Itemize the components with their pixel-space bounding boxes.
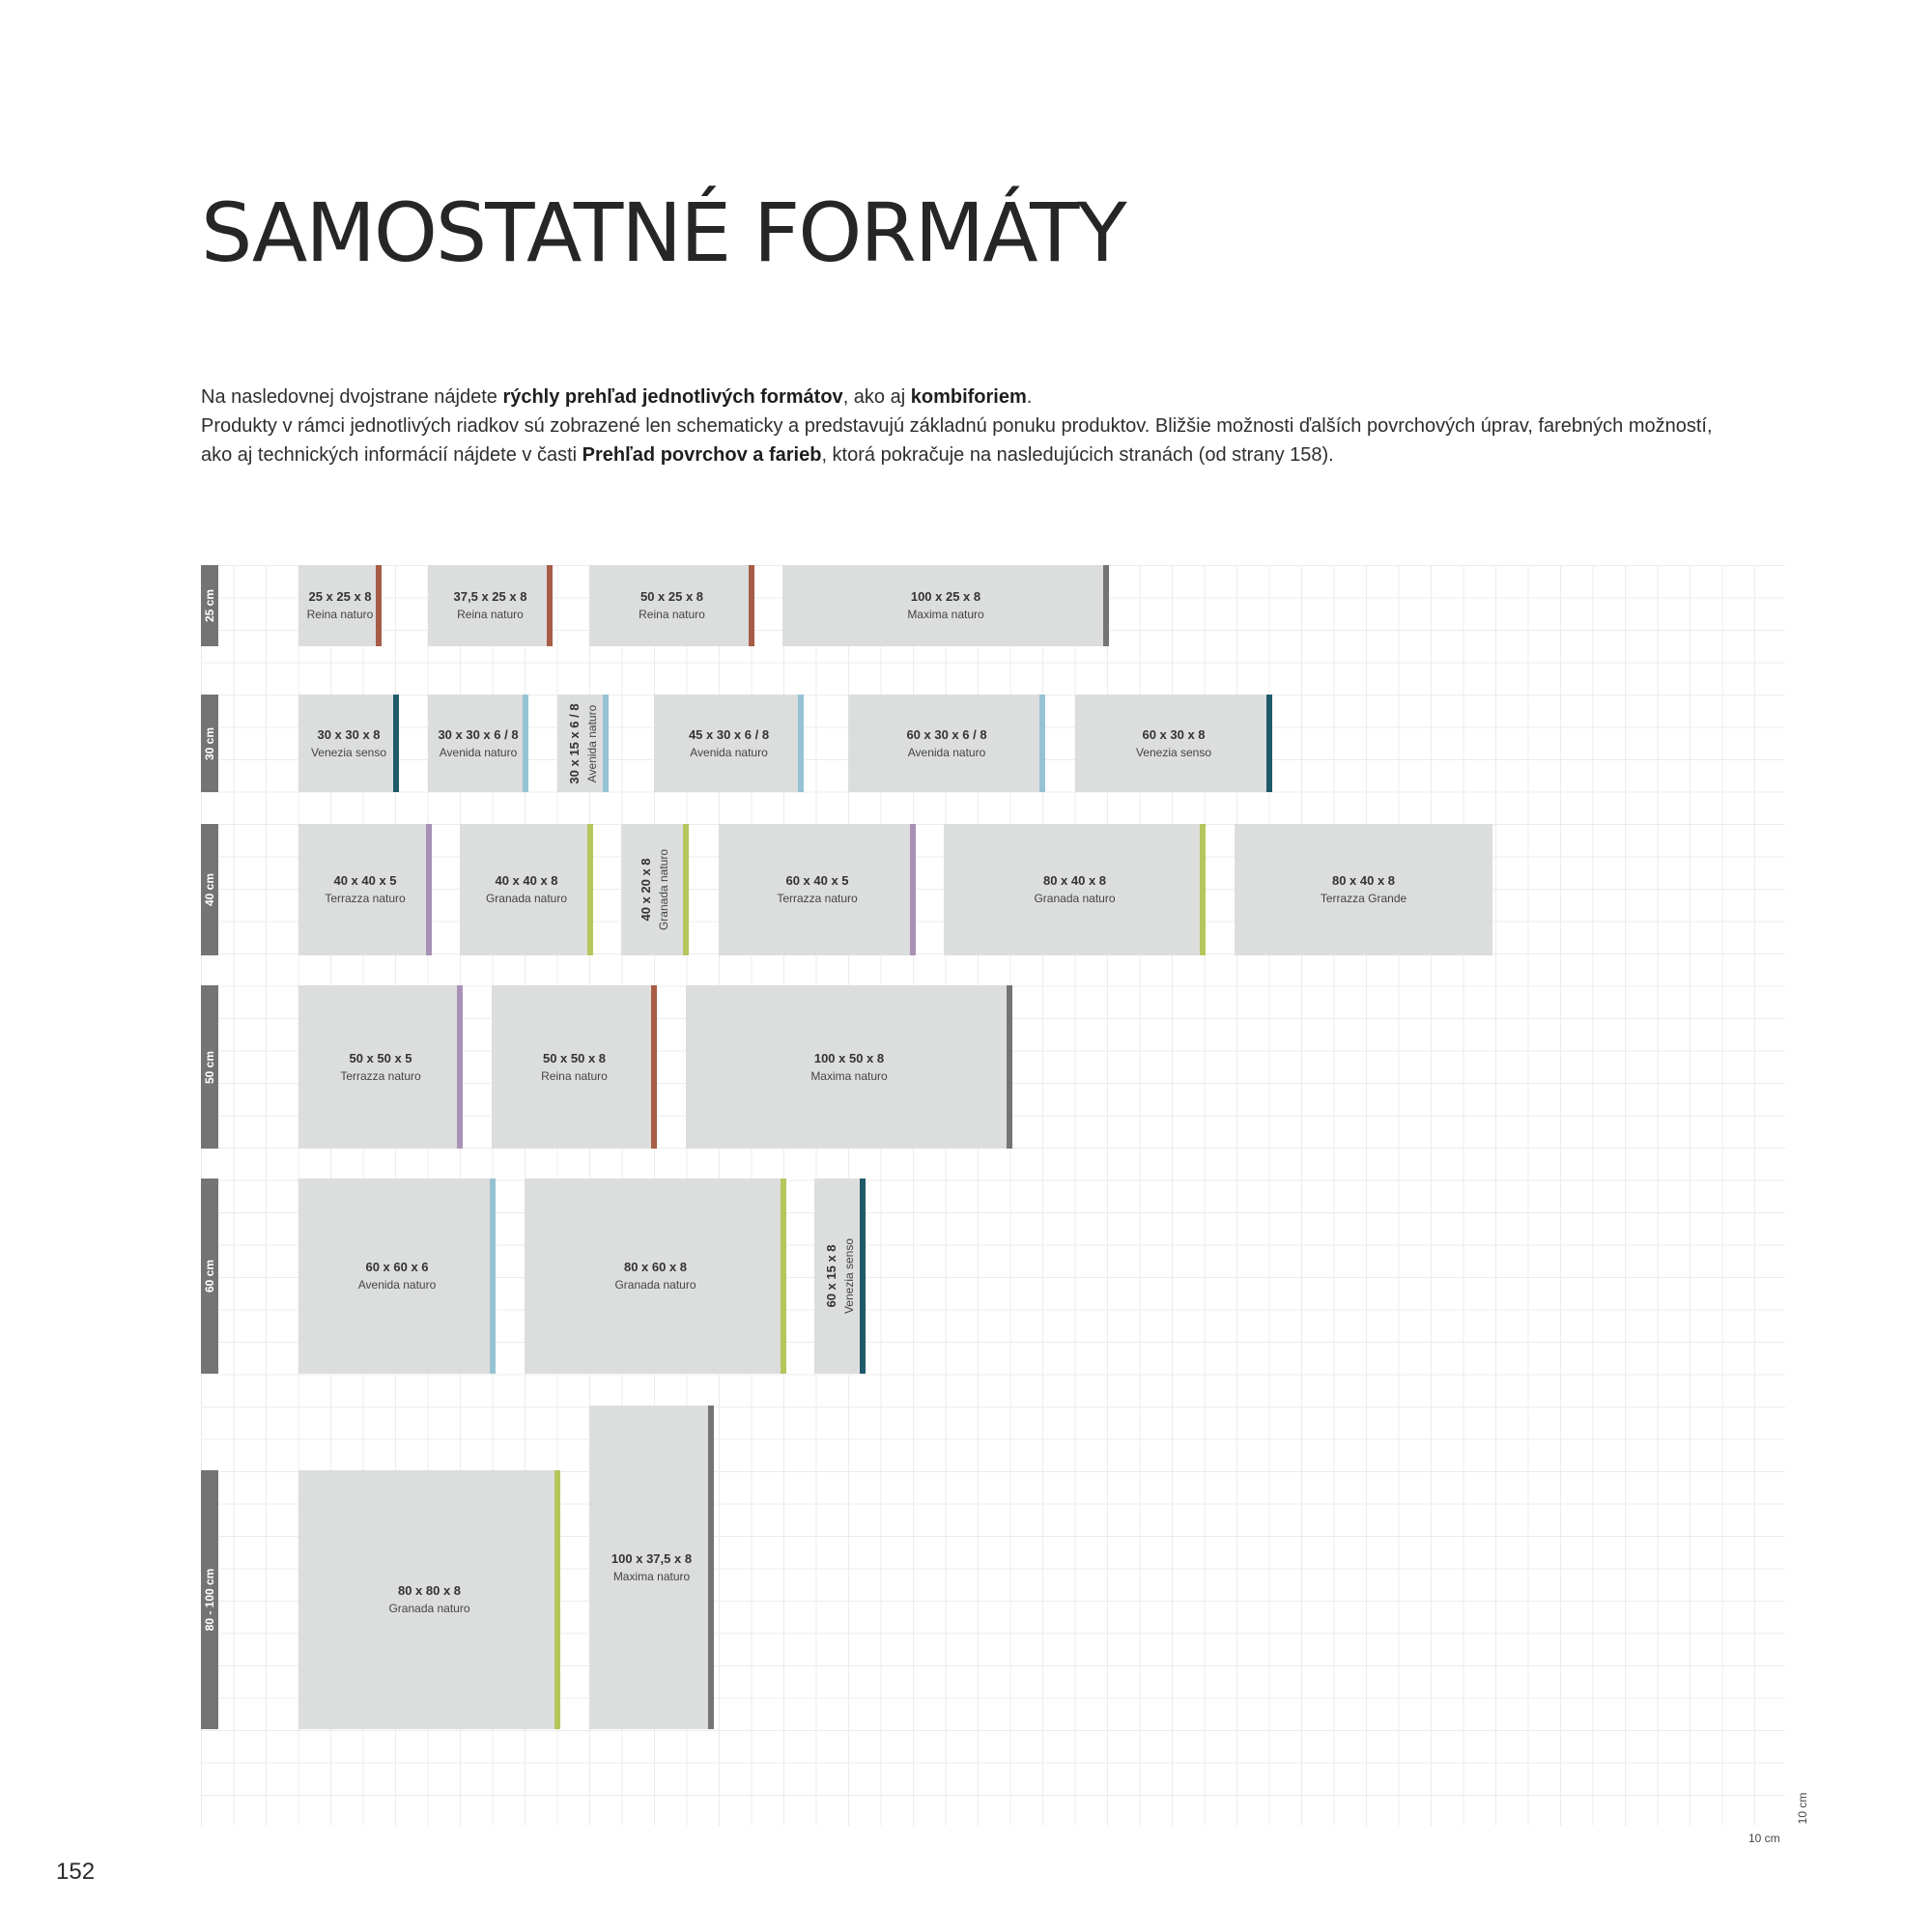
color-stripe (798, 695, 804, 792)
tile-dimensions: 80 x 40 x 8 (1331, 873, 1396, 888)
color-stripe (490, 1179, 496, 1374)
color-stripe (1007, 985, 1012, 1149)
row-label-30 (201, 695, 218, 792)
tile-product-name: Granada naturo (1034, 892, 1116, 905)
intro-line-1-text: Na nasledovnej dvojstrane nájdete (201, 386, 503, 408)
intro-line-1 (201, 383, 1766, 412)
tile-rotated-text (566, 703, 601, 783)
format-tile (298, 695, 399, 792)
page-title: SAMOSTATNÉ FORMÁTY (201, 185, 1125, 280)
tile-product-name: Venezia senso (1135, 745, 1212, 759)
tile-dimensions: 30 x 15 x 6 / 8 (566, 702, 582, 784)
row-label-30-text: 30 cm (203, 726, 216, 760)
format-tile (298, 1179, 496, 1374)
color-stripe (603, 695, 609, 792)
tile-dimensions: 37,5 x 25 x 8 (453, 589, 527, 604)
format-tile (719, 824, 916, 955)
format-tile (298, 985, 463, 1149)
format-tile (298, 1470, 560, 1729)
tile-product-name: Terrazza naturo (340, 1068, 421, 1083)
intro-line-3-text-2: , ktorá pokračuje na nasledujúcich stranách (od strany 158). (821, 444, 1334, 466)
color-stripe (1266, 695, 1272, 792)
row-label-40-text: 40 cm (203, 872, 216, 907)
format-tile (428, 565, 553, 646)
tile-dimensions: 60 x 40 x 5 (785, 873, 849, 888)
tile-product-name: Avenida naturo (584, 704, 599, 782)
tile-dimensions: 50 x 25 x 8 (639, 589, 704, 604)
tile-product-name: Terrazza Grande (1320, 892, 1407, 905)
tile-dimensions: 60 x 30 x 6 / 8 (906, 726, 987, 742)
color-stripe (1103, 565, 1109, 646)
tile-product-name: Reina naturo (306, 608, 374, 621)
row-label-60 (201, 1179, 218, 1374)
tile-product-name: Granada naturo (657, 848, 670, 931)
tile-dimensions: 60 x 15 x 8 (823, 1244, 838, 1308)
page-number: 152 (56, 1859, 96, 1885)
scale-label-vertical: 10 cm (1796, 1792, 1809, 1825)
tile-product-name: Venezia senso (310, 745, 387, 759)
tile-product-name: Granada naturo (485, 892, 568, 905)
intro-line-1-text-2: , ako aj (842, 386, 911, 408)
tile-dimensions: 50 x 50 x 8 (542, 1050, 607, 1065)
tile-product-name: Granada naturo (388, 1602, 470, 1615)
color-stripe (393, 695, 399, 792)
intro-line-2: Produkty v rámci jednotlivých riadkov sú zobrazené len schematicky a predstavujú základnú ponuku produktov. Bližšie možnosti ďalších povrchových úprav, farebných možností, (201, 415, 1713, 437)
tile-product-name: Terrazza naturo (325, 892, 406, 905)
format-tile (298, 824, 432, 955)
tile-dimensions: 40 x 40 x 8 (495, 873, 558, 888)
format-tile (1235, 824, 1492, 955)
intro-line-3 (201, 440, 1766, 469)
format-tile (654, 695, 804, 792)
color-stripe (683, 824, 689, 955)
format-tile (782, 565, 1109, 646)
intro-line-3-bold: Prehľad povrchov a farieb (582, 444, 822, 466)
tile-dimensions: 100 x 37,5 x 8 (611, 1550, 693, 1566)
tile-product-name: Maxima naturo (810, 1068, 888, 1083)
tile-rotated-text (823, 1238, 858, 1314)
row-label-60-text: 60 cm (203, 1259, 216, 1293)
tile-dimensions: 40 x 20 x 8 (639, 858, 653, 922)
color-stripe (1039, 695, 1045, 792)
color-stripe (547, 565, 553, 646)
tile-product-name: Reina naturo (457, 608, 524, 621)
intro-line-1-bold-1: rýchly prehľad jednotlivých formátov (502, 386, 843, 408)
tile-dimensions: 60 x 30 x 8 (1142, 726, 1206, 742)
row-label-80-100-text: 80 - 100 cm (203, 1568, 216, 1632)
intro-text (201, 383, 1766, 469)
scale-label-horizontal: 10 cm (1748, 1832, 1780, 1845)
color-stripe (587, 824, 593, 955)
row-label-50-text: 50 cm (203, 1050, 216, 1084)
color-stripe (749, 565, 754, 646)
tile-dimensions: 40 x 40 x 5 (333, 873, 397, 888)
format-tile (686, 985, 1012, 1149)
tile-dimensions: 45 x 30 x 6 / 8 (688, 726, 770, 742)
color-stripe (1200, 824, 1206, 955)
format-tile (298, 565, 382, 646)
color-stripe (781, 1179, 786, 1374)
tile-dimensions: 100 x 50 x 8 (813, 1050, 885, 1065)
tile-product-name: Avenida naturo (907, 745, 986, 759)
format-tile (621, 824, 689, 955)
tile-product-name: Maxima naturo (907, 608, 984, 621)
tile-product-name: Reina naturo (541, 1068, 608, 1083)
tile-rotated-text (638, 849, 672, 930)
format-tile (814, 1179, 866, 1374)
tile-product-name: Venezia senso (841, 1237, 856, 1315)
tile-product-name: Granada naturo (614, 1278, 696, 1292)
color-stripe (860, 1179, 866, 1374)
format-tile (589, 1406, 714, 1729)
color-stripe (457, 985, 463, 1149)
format-tile (525, 1179, 786, 1374)
row-label-80-100 (201, 1470, 218, 1729)
format-tile (944, 824, 1206, 955)
color-stripe (708, 1406, 714, 1729)
tile-dimensions: 30 x 30 x 6 / 8 (438, 726, 519, 742)
format-tile (589, 565, 754, 646)
tile-product-name: Reina naturo (639, 608, 705, 621)
format-tile (848, 695, 1045, 792)
color-stripe (523, 695, 528, 792)
tile-product-name: Terrazza naturo (777, 892, 858, 905)
tile-dimensions: 100 x 25 x 8 (910, 589, 981, 604)
tile-dimensions: 80 x 40 x 8 (1042, 873, 1107, 888)
intro-line-1-bold-2: kombiforiem (910, 386, 1027, 408)
color-stripe (426, 824, 432, 955)
format-tile (492, 985, 657, 1149)
tile-product-name: Maxima naturo (612, 1569, 691, 1583)
tile-dimensions: 80 x 80 x 8 (397, 1583, 462, 1598)
color-stripe (651, 985, 657, 1149)
intro-line-1-text-3: . (1026, 386, 1033, 408)
color-stripe (376, 565, 382, 646)
tile-dimensions: 30 x 30 x 8 (317, 726, 381, 742)
tile-dimensions: 50 x 50 x 5 (349, 1050, 412, 1065)
intro-line-3-text: ako aj technických informácií nájdete v časti (201, 444, 582, 466)
format-tile (428, 695, 528, 792)
row-label-25 (201, 565, 218, 646)
format-tile (1075, 695, 1272, 792)
color-stripe (554, 1470, 560, 1729)
tile-product-name: Avenida naturo (439, 745, 518, 759)
format-tile (460, 824, 593, 955)
row-label-40 (201, 824, 218, 955)
tile-dimensions: 25 x 25 x 8 (308, 589, 372, 604)
format-tile (557, 695, 609, 792)
color-stripe (910, 824, 916, 955)
tile-product-name: Avenida naturo (690, 745, 768, 759)
tile-product-name: Avenida naturo (357, 1278, 437, 1292)
tile-dimensions: 60 x 60 x 6 (365, 1260, 429, 1274)
tile-dimensions: 80 x 60 x 8 (623, 1260, 688, 1274)
row-label-50 (201, 985, 218, 1149)
row-label-25-text: 25 cm (203, 588, 216, 623)
